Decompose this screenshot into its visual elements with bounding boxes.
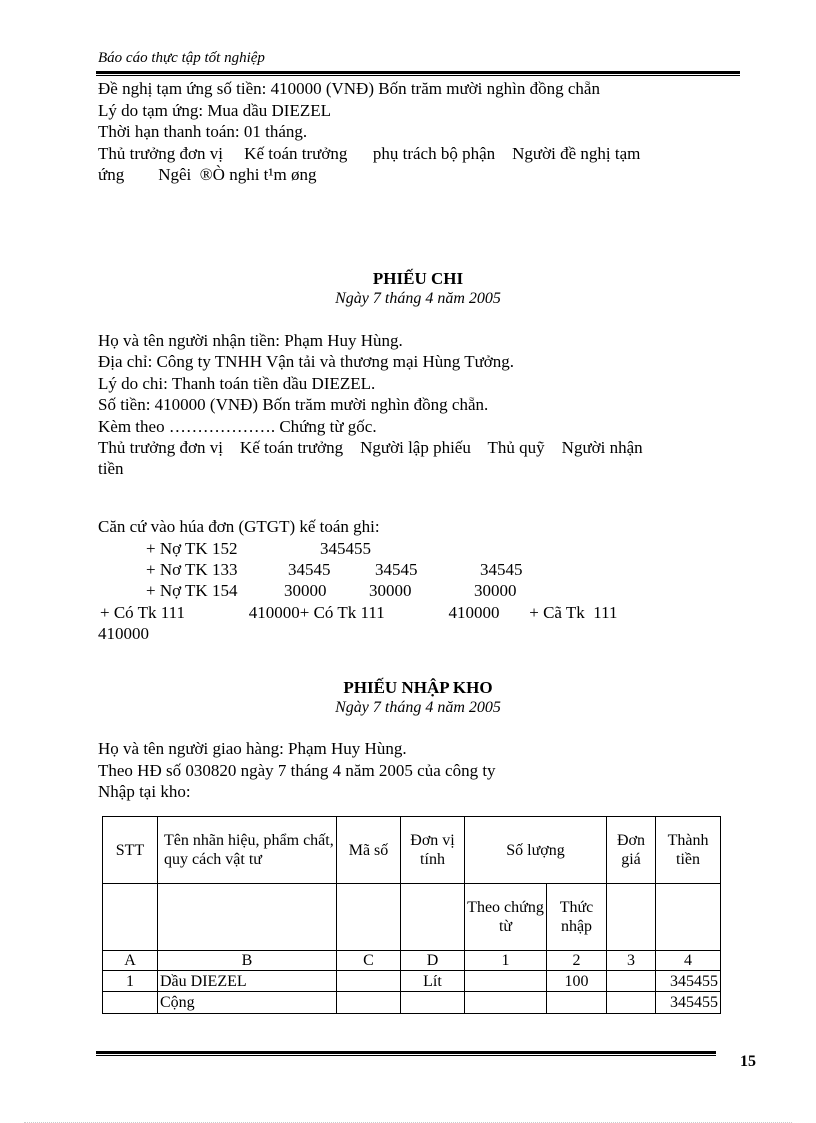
row-qty-actual: 100 [547, 971, 607, 992]
code-cell: 4 [656, 951, 721, 971]
entry-value: 30000 [369, 581, 412, 600]
row-unit: Lít [401, 971, 465, 992]
entry-value: 34545 [288, 560, 331, 579]
advance-signatures: Thủ trưởng đơn vị Kế toán trưởng phụ trách bộ phận Người đề nghị tạm [98, 144, 641, 163]
row-total: 345455 [656, 971, 721, 992]
code-cell: 3 [607, 951, 656, 971]
row-price [607, 971, 656, 992]
entry-value: 34545 [480, 560, 523, 579]
header-stt: STT [103, 817, 158, 884]
invoice-line: Theo HĐ số 030820 ngày 7 tháng 4 năm 2005 của công ty [98, 761, 496, 780]
phieu-chi-signatures: Thủ trưởng đơn vị Kế toán trưởng Người lập phiếu Thủ quỹ Người nhận [98, 438, 643, 457]
empty-cell [401, 884, 465, 951]
header-quantity: Số lượng [465, 817, 607, 884]
code-cell: 1 [465, 951, 547, 971]
row-stt: 1 [103, 971, 158, 992]
deliverer-line: Họ và tên người giao hàng: Phạm Huy Hùng. [98, 739, 407, 758]
phieu-chi-attach: Kèm theo ………………. Chứng từ gốc. [98, 417, 377, 436]
header-code: Mã số [337, 817, 401, 884]
header-unit: Đơn vị tính [401, 817, 465, 884]
advance-reason: Lý do tạm ứng: Mua dầu DIEZEL [98, 101, 331, 120]
empty-cell [607, 884, 656, 951]
row-name: Dầu DIEZEL [158, 971, 337, 992]
sum-total: 345455 [656, 992, 721, 1014]
phieu-chi-reason: Lý do chi: Thanh toán tiền dầu DIEZEL. [98, 374, 376, 393]
header-total: Thành tiền [656, 817, 721, 884]
header-rule-thin [96, 75, 740, 76]
header-rule [96, 71, 740, 74]
code-cell: C [337, 951, 401, 971]
footer-rule-thin [96, 1055, 716, 1056]
table-row [103, 971, 721, 992]
empty-cell [337, 884, 401, 951]
warehouse-line: Nhập tại kho: [98, 782, 191, 801]
page-number: 15 [740, 1053, 756, 1070]
table-subheader-row [103, 884, 721, 951]
table-code-row [103, 951, 721, 971]
phieu-nhap-kho-title: PHIẾU NHẬP KHO [343, 678, 493, 697]
empty-cell [103, 992, 158, 1014]
page-header: Báo cáo thực tập tốt nghiệp [98, 50, 265, 66]
phieu-nhap-kho-date: Ngày 7 tháng 4 năm 2005 [335, 699, 501, 716]
warehouse-receipt-table [102, 816, 721, 1014]
accounting-intro: Căn cứ vào húa đơn (GTGT) kế toán ghi: [98, 517, 380, 536]
phieu-chi-amount: Số tiền: 410000 (VNĐ) Bốn trăm mười nghìn đồng chẵn. [98, 395, 489, 414]
advance-amount: Đề nghị tạm ứng số tiền: 410000 (VNĐ) Bốn trăm mười nghìn đồng chẵn [98, 79, 600, 98]
empty-cell [158, 884, 337, 951]
empty-cell [547, 992, 607, 1014]
header-qty-doc: Theo chứng từ [465, 884, 547, 951]
empty-cell [401, 992, 465, 1014]
footer-rule [96, 1051, 716, 1054]
entry-label: + Nơ TK 133 [146, 560, 238, 579]
entry-label: + Nợ TK 154 [146, 581, 238, 600]
phieu-chi-date: Ngày 7 tháng 4 năm 2005 [335, 290, 501, 307]
table-header-row [103, 817, 721, 884]
code-cell: 2 [547, 951, 607, 971]
code-cell: D [401, 951, 465, 971]
entry-value: 30000 [474, 581, 517, 600]
header-qty-actual: Thức nhập [547, 884, 607, 951]
code-cell: B [158, 951, 337, 971]
entry-label: + Nợ TK 152 [146, 539, 238, 558]
empty-cell [465, 992, 547, 1014]
empty-cell [656, 884, 721, 951]
header-name: Tên nhãn hiệu, phẩm chất, quy cách vật tư [158, 817, 337, 884]
row-code [337, 971, 401, 992]
sum-label: Cộng [158, 992, 337, 1014]
empty-cell [337, 992, 401, 1014]
phieu-chi-title: PHIẾU CHI [372, 269, 464, 288]
advance-term: Thời hạn thanh toán: 01 tháng. [98, 122, 308, 141]
credit-line: + Có Tk 111 410000+ Có Tk 111 410000 + Cã Tk 111 [100, 603, 618, 622]
header-price: Đơn giá [607, 817, 656, 884]
empty-cell [607, 992, 656, 1014]
entry-value: 34545 [375, 560, 418, 579]
entry-value: 30000 [284, 581, 327, 600]
row-qty-doc [465, 971, 547, 992]
table-sum-row [103, 992, 721, 1014]
advance-signatures-cont: ứng Ngêi ®Ò nghi t¹m øng [98, 165, 317, 184]
empty-cell [103, 884, 158, 951]
phieu-chi-receiver: Họ và tên người nhận tiền: Phạm Huy Hùng. [98, 331, 403, 350]
code-cell: A [103, 951, 158, 971]
phieu-chi-address: Địa chỉ: Công ty TNHH Vận tải và thương mại Hùng Tưởng. [98, 352, 515, 371]
entry-value: 345455 [320, 539, 371, 558]
credit-line-tail: 410000 [98, 624, 149, 643]
phieu-chi-signatures-cont: tiền [98, 459, 124, 478]
